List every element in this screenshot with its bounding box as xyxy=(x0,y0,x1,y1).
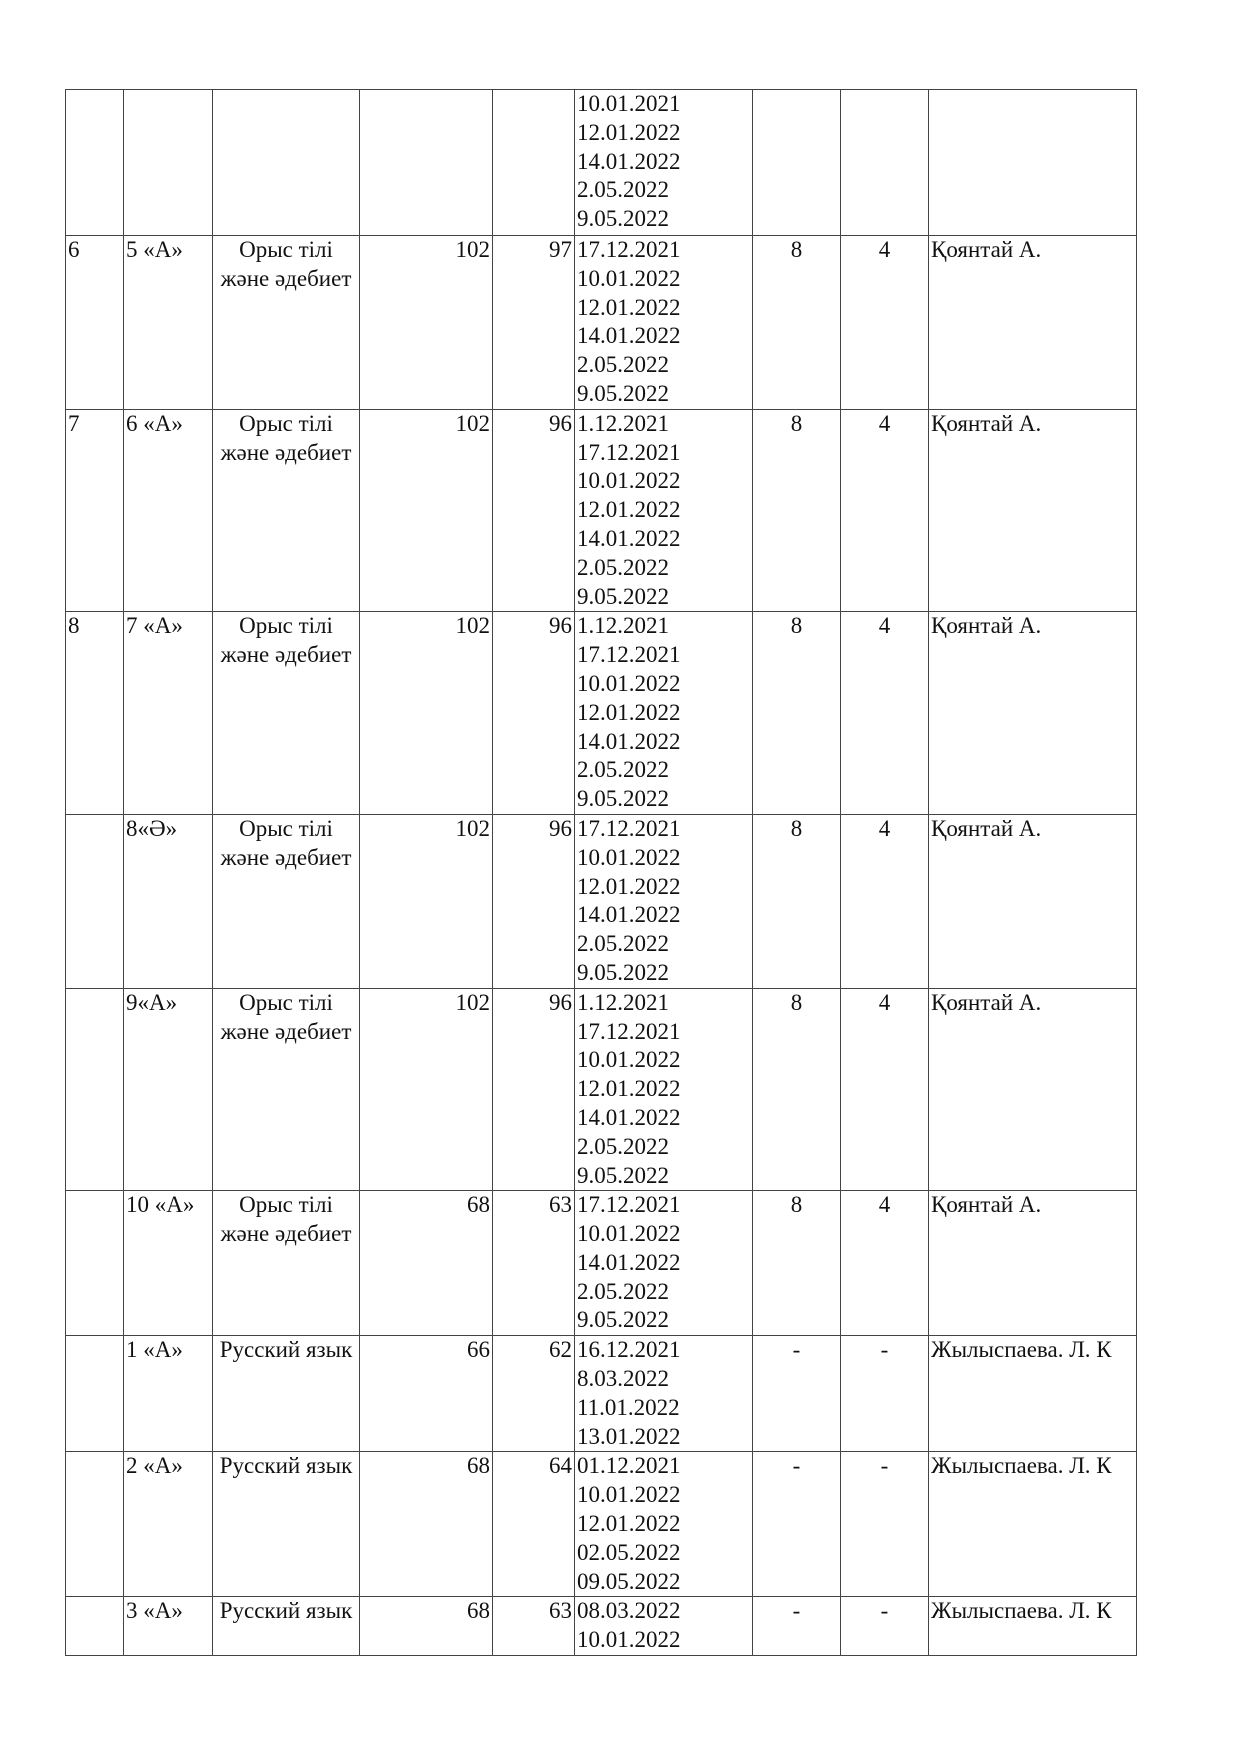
subject-line: Орыс тілі xyxy=(239,989,333,1015)
teacher-cell: Қоянтай А. xyxy=(929,409,1137,612)
dates-cell xyxy=(575,612,753,815)
planned-hours-cell: 102 xyxy=(360,814,493,988)
date-line: 17.12.2021 xyxy=(577,439,681,465)
date-line: 1.12.2021 xyxy=(577,410,669,436)
planned-hours-cell: 102 xyxy=(360,236,493,410)
date-line: 10.01.2021 xyxy=(577,91,681,116)
given-hours-cell: 63 xyxy=(493,1191,575,1336)
row-number-cell xyxy=(66,1336,124,1452)
date-line: 1.12.2021 xyxy=(577,613,669,639)
dates-cell xyxy=(575,236,753,410)
given-hours-cell: 96 xyxy=(493,612,575,815)
count-a-cell: - xyxy=(753,1597,841,1656)
dates-cell xyxy=(575,1452,753,1597)
subject-line: Орыс тілі xyxy=(239,613,333,639)
teacher-cell: Қоянтай А. xyxy=(929,814,1137,988)
date-line: 9.05.2022 xyxy=(577,380,669,406)
date-line: 14.01.2022 xyxy=(577,323,681,349)
given-hours-cell: 63 xyxy=(493,1597,575,1656)
date-line: 02.05.2022 xyxy=(577,1539,681,1565)
table-row xyxy=(66,90,1137,236)
count-b-cell: 4 xyxy=(841,236,929,410)
subject-line: және әдебиет xyxy=(220,265,352,291)
date-line: 10.01.2022 xyxy=(577,1482,681,1508)
given-hours-cell: 97 xyxy=(493,236,575,410)
subject-cell xyxy=(213,1191,360,1336)
row-number-cell xyxy=(66,1597,124,1656)
date-line: 10.01.2022 xyxy=(577,1627,681,1653)
teacher-cell: Жылыспаева. Л. К xyxy=(929,1336,1137,1452)
date-line: 12.01.2022 xyxy=(577,119,681,145)
subject-cell xyxy=(213,1336,360,1452)
dates-cell xyxy=(575,814,753,988)
count-b-cell xyxy=(841,90,929,236)
count-a-cell xyxy=(753,90,841,236)
date-line: 17.12.2021 xyxy=(577,815,681,841)
class-cell: 5 «А» xyxy=(124,236,213,410)
date-line: 2.05.2022 xyxy=(577,1133,669,1159)
dates-cell xyxy=(575,1336,753,1452)
date-line: 12.01.2022 xyxy=(577,1511,681,1537)
subject-cell xyxy=(213,409,360,612)
date-line: 10.01.2022 xyxy=(577,265,681,291)
teacher-cell: Қоянтай А. xyxy=(929,236,1137,410)
row-number-cell: 7 xyxy=(66,409,124,612)
table-row xyxy=(66,814,1137,988)
class-cell: 8«Ә» xyxy=(124,814,213,988)
dates-cell xyxy=(575,1191,753,1336)
count-b-cell: 4 xyxy=(841,612,929,815)
table-row xyxy=(66,988,1137,1191)
date-line: 13.01.2022 xyxy=(577,1423,681,1449)
date-line: 17.12.2021 xyxy=(577,237,681,262)
count-a-cell: 8 xyxy=(753,1191,841,1336)
date-line: 12.01.2022 xyxy=(577,699,681,725)
date-line: 14.01.2022 xyxy=(577,525,681,551)
date-line: 12.01.2022 xyxy=(577,497,681,523)
planned-hours-cell: 68 xyxy=(360,1452,493,1597)
subject-cell xyxy=(213,1597,360,1656)
subject-line: және әдебиет xyxy=(220,1221,352,1247)
planned-hours-cell: 102 xyxy=(360,612,493,815)
date-line: 12.01.2022 xyxy=(577,1076,681,1102)
subject-cell xyxy=(213,814,360,988)
date-line: 10.01.2022 xyxy=(577,468,681,494)
subject-line: Русский язык xyxy=(219,1453,353,1479)
subject-line: Русский язык xyxy=(219,1337,353,1363)
date-line: 2.05.2022 xyxy=(577,177,669,203)
subject-line: Орыс тілі xyxy=(239,237,333,262)
date-line: 9.05.2022 xyxy=(577,583,669,609)
given-hours-cell: 96 xyxy=(493,988,575,1191)
class-cell: 7 «А» xyxy=(124,612,213,815)
count-b-cell: 4 xyxy=(841,409,929,612)
date-line: 8.03.2022 xyxy=(577,1366,669,1392)
row-number-cell xyxy=(66,814,124,988)
date-line: 1.12.2021 xyxy=(577,989,669,1015)
date-line: 01.12.2021 xyxy=(577,1453,681,1479)
dates-cell xyxy=(575,409,753,612)
dates-cell xyxy=(575,1597,753,1656)
date-line: 10.01.2022 xyxy=(577,1221,681,1247)
date-line: 10.01.2022 xyxy=(577,844,681,870)
subject-cell xyxy=(213,612,360,815)
date-line: 2.05.2022 xyxy=(577,554,669,580)
row-number-cell xyxy=(66,988,124,1191)
subject-cell xyxy=(213,1452,360,1597)
subject-cell xyxy=(213,236,360,410)
date-line: 17.12.2021 xyxy=(577,642,681,668)
date-line: 2.05.2022 xyxy=(577,931,669,957)
class-cell: 10 «А» xyxy=(124,1191,213,1336)
planned-hours-cell: 102 xyxy=(360,409,493,612)
date-line: 9.05.2022 xyxy=(577,786,669,812)
class-cell: 9«А» xyxy=(124,988,213,1191)
table-row xyxy=(66,612,1137,815)
date-line: 17.12.2021 xyxy=(577,1018,681,1044)
planned-hours-cell: 66 xyxy=(360,1336,493,1452)
date-line: 12.01.2022 xyxy=(577,873,681,899)
date-line: 11.01.2022 xyxy=(577,1394,680,1420)
teacher-cell: Жылыспаева. Л. К xyxy=(929,1452,1137,1597)
date-line: 14.01.2022 xyxy=(577,1249,681,1275)
planned-hours-cell: 102 xyxy=(360,988,493,1191)
schedule-table xyxy=(65,89,1137,1656)
planned-hours-cell: 68 xyxy=(360,1597,493,1656)
count-b-cell: 4 xyxy=(841,814,929,988)
date-line: 14.01.2022 xyxy=(577,728,681,754)
row-number-cell xyxy=(66,90,124,236)
count-a-cell: - xyxy=(753,1336,841,1452)
date-line: 16.12.2021 xyxy=(577,1337,681,1363)
date-line: 14.01.2022 xyxy=(577,1104,681,1130)
dates-cell xyxy=(575,988,753,1191)
count-a-cell: 8 xyxy=(753,814,841,988)
count-b-cell: - xyxy=(841,1336,929,1452)
date-line: 10.01.2022 xyxy=(577,670,681,696)
count-a-cell: 8 xyxy=(753,236,841,410)
dates-cell xyxy=(575,90,753,236)
subject-line: және әдебиет xyxy=(220,1018,352,1044)
subject-line: және әдебиет xyxy=(220,642,352,668)
date-line: 10.01.2022 xyxy=(577,1047,681,1073)
planned-hours-cell xyxy=(360,90,493,236)
subject-line: және әдебиет xyxy=(220,439,352,465)
date-line: 9.05.2022 xyxy=(577,206,669,232)
count-b-cell: 4 xyxy=(841,1191,929,1336)
count-b-cell: 4 xyxy=(841,988,929,1191)
subject-cell xyxy=(213,90,360,236)
date-line: 14.01.2022 xyxy=(577,902,681,928)
table-row xyxy=(66,1336,1137,1452)
count-b-cell: - xyxy=(841,1452,929,1597)
date-line: 9.05.2022 xyxy=(577,1162,669,1188)
teacher-cell: Жылыспаева. Л. К xyxy=(929,1597,1137,1656)
table-row xyxy=(66,1597,1137,1656)
table-row xyxy=(66,236,1137,410)
class-cell: 3 «А» xyxy=(124,1597,213,1656)
class-cell: 1 «А» xyxy=(124,1336,213,1452)
class-cell: 2 «А» xyxy=(124,1452,213,1597)
date-line: 17.12.2021 xyxy=(577,1192,681,1218)
class-cell xyxy=(124,90,213,236)
count-a-cell: 8 xyxy=(753,409,841,612)
count-b-cell: - xyxy=(841,1597,929,1656)
given-hours-cell: 64 xyxy=(493,1452,575,1597)
date-line: 08.03.2022 xyxy=(577,1598,681,1624)
given-hours-cell xyxy=(493,90,575,236)
subject-cell xyxy=(213,988,360,1191)
given-hours-cell: 62 xyxy=(493,1336,575,1452)
table-row xyxy=(66,1452,1137,1597)
table-row xyxy=(66,1191,1137,1336)
date-line: 9.05.2022 xyxy=(577,959,669,985)
date-line: 14.01.2022 xyxy=(577,148,681,174)
row-number-cell xyxy=(66,1191,124,1336)
teacher-cell: Қоянтай А. xyxy=(929,988,1137,1191)
date-line: 2.05.2022 xyxy=(577,757,669,783)
given-hours-cell: 96 xyxy=(493,814,575,988)
date-line: 9.05.2022 xyxy=(577,1307,669,1333)
row-number-cell: 8 xyxy=(66,612,124,815)
table-row xyxy=(66,409,1137,612)
subject-line: Русский язык xyxy=(219,1598,353,1624)
count-a-cell: - xyxy=(753,1452,841,1597)
subject-line: Орыс тілі xyxy=(239,410,333,436)
date-line: 2.05.2022 xyxy=(577,352,669,378)
teacher-cell xyxy=(929,90,1137,236)
date-line: 12.01.2022 xyxy=(577,294,681,320)
count-a-cell: 8 xyxy=(753,612,841,815)
count-a-cell: 8 xyxy=(753,988,841,1191)
subject-line: және әдебиет xyxy=(220,844,352,870)
subject-line: Орыс тілі xyxy=(239,815,333,841)
row-number-cell xyxy=(66,1452,124,1597)
date-line: 2.05.2022 xyxy=(577,1278,669,1304)
class-cell: 6 «А» xyxy=(124,409,213,612)
teacher-cell: Қоянтай А. xyxy=(929,1191,1137,1336)
table-body xyxy=(66,90,1137,1656)
planned-hours-cell: 68 xyxy=(360,1191,493,1336)
teacher-cell: Қоянтай А. xyxy=(929,612,1137,815)
given-hours-cell: 96 xyxy=(493,409,575,612)
row-number-cell: 6 xyxy=(66,236,124,410)
date-line: 09.05.2022 xyxy=(577,1568,681,1594)
subject-line: Орыс тілі xyxy=(239,1192,333,1218)
